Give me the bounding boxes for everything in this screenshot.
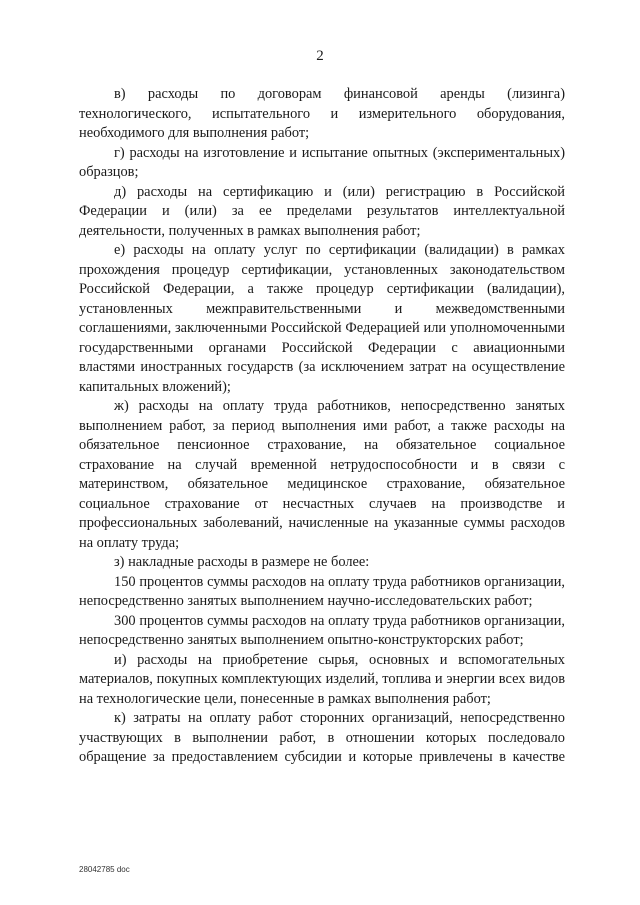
page-number: 2: [316, 48, 324, 64]
paragraph-z-300: 300 процентов суммы расходов на оплату труда работников организации, непосредственно занятых выполнением опытно-конструкторских работ;: [79, 612, 565, 648]
paragraph-g: г) расходы на изготовление и испытание опытных (экспериментальных) образцов;: [79, 144, 565, 180]
document-code: 28042785 doc: [79, 865, 130, 874]
paragraph-e: е) расходы на оплату услуг по сертификации (валидации) в рамках прохождения процедур сертификации, установленных законодательством Российской Федерации, а также процедур сертификации (валидации), установленных межправительственными и межведомственными соглашениями, заключенными Российской Федерацией или уполномоченными государственными органами Российской Федерации с авиационными властями иностранных государств (за исключением затрат на осуществление капитальных вложений);: [79, 242, 565, 395]
document-body: [79, 85, 565, 768]
paragraph-k: к) затраты на оплату работ сторонних организаций, непосредственно участвующих в выполнении работ, в отношении которых последовало обращение за предоставлением субсидии и которые привлечены в качестве: [79, 710, 565, 765]
paragraph-i: и) расходы на приобретение сырья, основных и вспомогательных материалов, покупных комплектующих изделий, топлива и энергии всех видов на технологические цели, понесенные в рамках выполнения работ;: [79, 651, 565, 707]
paragraph-v: в) расходы по договорам финансовой аренды (лизинга) технологического, испытательного и измерительного оборудования, необходимого для выполнения работ;: [79, 86, 565, 141]
paragraph-d: д) расходы на сертификацию и (или) регистрацию в Российской Федерации и (или) за ее пределами результатов интеллектуальной деятельности, полученных в рамках выполнения работ;: [79, 183, 565, 239]
paragraph-zh: ж) расходы на оплату труда работников, непосредственно занятых выполнением работ, за период выполнения ими работ, а также расходы на обязательное пенсионное страхование, на обязательное социальное страхование на случай временной нетрудоспособности и в связи с материнством, обязательное медицинское страхование, обязательное социальное страхование от несчастных случаев на производстве и профессиональных заболеваний, начисленные на указанные суммы расходов на оплату труда;: [79, 398, 565, 551]
paragraph-z: з) накладные расходы в размере не более:: [114, 554, 370, 570]
paragraph-z-150: 150 процентов суммы расходов на оплату труда работников организации, непосредственно занятых выполнением научно-исследовательских работ;: [79, 573, 565, 609]
